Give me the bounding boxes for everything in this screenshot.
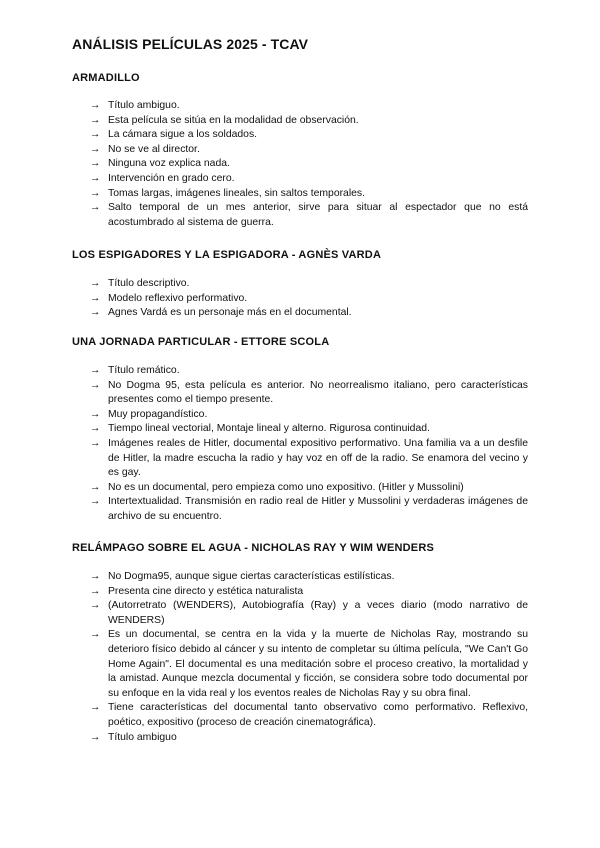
list-item: → Ninguna voz explica nada. [90,157,528,172]
section-title-armadillo: ARMADILLO [72,72,140,84]
section-title-espigadores: LOS ESPIGADORES Y LA ESPIGADORA - AGNÈS VARDA [72,249,382,261]
arrow-icon: → [90,571,101,582]
bullet-list-espigadores [90,277,528,321]
arrow-icon: → [90,278,101,289]
arrow-icon: → [90,129,101,141]
list-item: → Es un documental, se centra en la vida y la muerte de Nicholas Ray, mostrando su deterioro físico debido al cáncer y su intento de completar su última película, "We Can't Go Home Again". El documental es una meditación sobre el proceso creativo, la mortalidad y la amistad. Aunque mezcla documental y ficción, se considera sobre todo documental por su enfoque en la vida real y los eventos reales de Nicholas Ray y su obra final. [90,629,528,699]
list-item: → Título remático. [90,364,528,379]
bullet-list-armadillo [90,99,528,230]
list-item: → Agnes Vardá es un personaje más en el documental. [90,306,528,321]
list-item: → Tomas largas, imágenes lineales, sin saltos temporales. [90,187,528,202]
list-item: → Intertextualidad. Transmisión en radio real de Hitler y Mussolini y verdaderas imágenes de archivo de su encuentro. [90,496,528,522]
arrow-icon: → [90,496,101,508]
arrow-icon: → [90,481,101,493]
arrow-icon: → [90,307,101,319]
section-title-relampago: RELÁMPAGO SOBRE EL AGUA - NICHOLAS RAY Y WIM WENDERS [72,542,435,554]
list-item: → No Dogma95, aunque sigue ciertas características estilísticas. [90,570,528,585]
arrow-icon: → [90,187,101,199]
list-item: → Imágenes reales de Hitler, documental expositivo performativo. Una familia va a un desfile de Hitler, la madre escucha la radio y hay voz en off de la radio. Se enamora del vecino y es gay. [90,437,528,479]
list-item: → Muy propagandístico. [90,408,528,423]
arrow-icon: → [90,437,101,449]
list-item: → La cámara sigue a los soldados. [90,128,528,143]
arrow-icon: → [90,629,101,641]
list-item: → Presenta cine directo y estética naturalista [90,585,528,600]
arrow-icon: → [90,408,101,420]
arrow-icon: → [90,702,101,714]
arrow-icon: → [90,379,101,391]
arrow-icon: → [90,100,101,111]
list-item: → Salto temporal de un mes anterior, sirve para situar al espectador que no está acostumbrado al sistema de guerra. [90,202,528,228]
list-item: → Intervención en grado cero. [90,172,528,187]
list-item: → Título ambiguo [90,731,528,746]
arrow-icon: → [90,423,101,435]
arrow-icon: → [90,158,101,170]
arrow-icon: → [90,585,101,597]
list-item: → Esta película se sitúa en la modalidad de observación. [90,114,528,129]
list-item: → Título descriptivo. [90,277,528,292]
list-item: → Tiene características del documental tanto observativo como performativo. Reflexivo, poético, expositivo (proceso de creación cinematográfica). [90,702,528,728]
arrow-icon: → [90,365,101,376]
arrow-icon: → [90,143,101,155]
section-title-jornada: UNA JORNADA PARTICULAR - ETTORE SCOLA [72,336,330,348]
list-item: → (Autorretrato (WENDERS), Autobiografía (Ray) y a veces diario (modo narrativo de WENDERS) [90,600,528,626]
arrow-icon: → [90,731,101,743]
arrow-icon: → [90,114,101,126]
arrow-icon: → [90,172,101,184]
arrow-icon: → [90,292,101,304]
list-item: → Título ambiguo. [90,99,528,114]
bullet-list-jornada [90,364,528,525]
list-item: → Modelo reflexivo performativo. [90,292,528,307]
document-title: ANÁLISIS PELÍCULAS 2025 - TCAV [72,36,309,52]
list-item: → No es un documental, pero empieza como uno expositivo. (Hitler y Mussolini) [90,481,528,496]
bullet-list-relampago [90,570,528,745]
list-item: → No Dogma 95, esta película es anterior. No neorrealismo italiano, pero características presentes como el tiempo presente. [90,379,528,406]
list-item: → No se ve al director. [90,143,528,158]
list-item: → Tiempo lineal vectorial, Montaje lineal y alterno. Rigurosa continuidad. [90,422,528,437]
arrow-icon: → [90,600,101,612]
arrow-icon: → [90,202,101,214]
